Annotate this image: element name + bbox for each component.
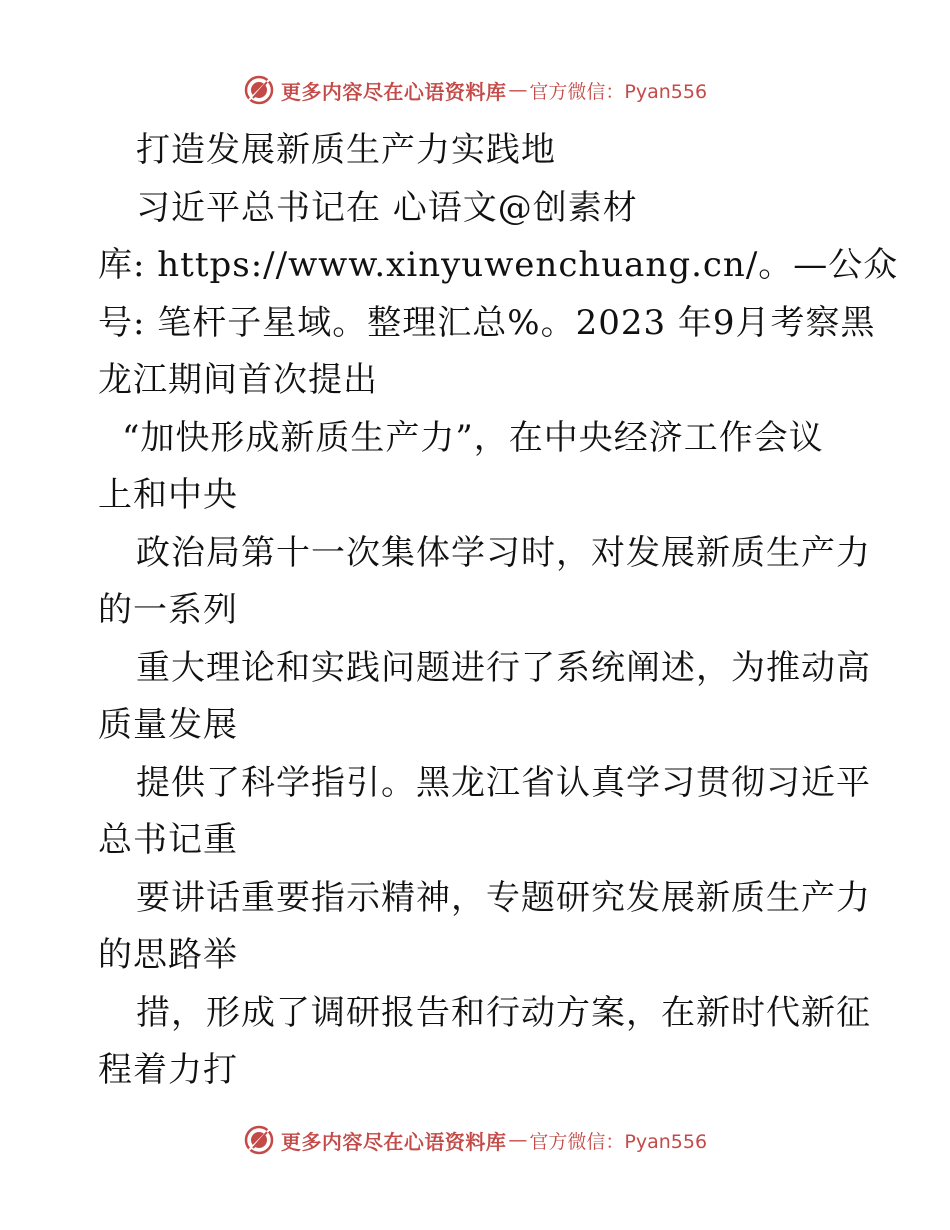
body-line: 上和中央: [98, 475, 238, 515]
body-line: 提供了科学指引。黑龙江省认真学习贯彻习近平: [136, 762, 871, 803]
footer-watermark-banner: [0, 1120, 950, 1160]
footer-wechat-text: 官方微信：Pyan556: [529, 1130, 708, 1153]
seal-logo-icon: [243, 1124, 275, 1156]
header-wechat-text: 官方微信：Pyan556: [529, 80, 708, 103]
body-line: 政治局第十一次集体学习时，对发展新质生产力: [136, 532, 871, 573]
body-line: 号: 笔杆子星域。整理汇总%。2023 年9月考察黑: [98, 302, 876, 343]
header-watermark-banner: [0, 70, 950, 110]
body-line: “加快形成新质生产力”，在中央经济工作会议: [122, 417, 824, 458]
body-line: 程着力打: [98, 1050, 238, 1090]
footer-site-text: 更多内容尽在心语资料库: [280, 1129, 507, 1154]
body-line: 措，形成了调研报告和行动方案，在新时代新征: [136, 992, 871, 1033]
body-line: 的思路举: [98, 935, 238, 975]
header-separator: —: [508, 79, 528, 101]
footer-separator: —: [508, 1129, 528, 1151]
body-line: 库: https://www.xinyuwenchuang.cn/。—公众: [98, 245, 899, 285]
body-line: 总书记重: [98, 820, 238, 860]
body-line: 质量发展: [98, 705, 238, 745]
body-line: 的一系列: [98, 590, 238, 630]
body-line: 重大理论和实践问题进行了系统阐述，为推动高: [136, 647, 871, 688]
seal-logo-icon: [243, 74, 275, 106]
body-line: 龙江期间首次提出: [98, 360, 378, 400]
body-line: 要讲话重要指示精神，专题研究发展新质生产力: [136, 877, 871, 918]
document-body: [98, 122, 899, 1100]
body-line: 习近平总书记在 心语文@创素材: [136, 187, 638, 228]
header-site-text: 更多内容尽在心语资料库: [280, 79, 507, 104]
doc-title-line: 打造发展新质生产力实践地: [136, 130, 556, 170]
